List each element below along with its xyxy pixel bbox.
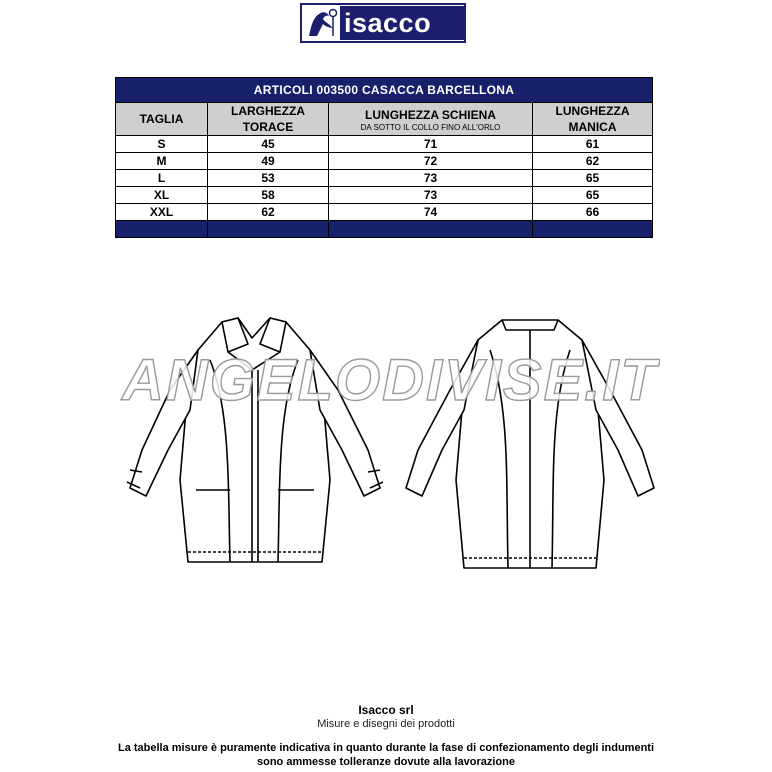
disclaimer-line: La tabella misure è puramente indicativa in quanto durante la fase di confezionamento degli indumenti [117, 742, 655, 754]
cell-back: 72 [329, 153, 533, 170]
header-sublabel: DA SOTTO IL COLLO FINO ALL'ORLO [360, 122, 501, 132]
cell-size: L [116, 170, 208, 187]
header-lunghezza-manica [533, 103, 653, 136]
size-table [115, 77, 653, 238]
header-taglia [116, 103, 208, 136]
cell-back: 74 [329, 204, 533, 221]
table-row [116, 187, 653, 204]
table-title: ARTICOLI 003500 CASACCA BARCELLONA [116, 78, 653, 103]
header-lunghezza-schiena [329, 103, 533, 136]
table-row [116, 204, 653, 221]
cell-sleeve: 61 [533, 136, 653, 153]
cell-size: M [116, 153, 208, 170]
cell-chest: 62 [208, 204, 329, 221]
cell-chest: 58 [208, 187, 329, 204]
footer-subtitle: Misure e disegni dei prodotti [317, 718, 455, 730]
cell-size: XXL [116, 204, 208, 221]
watermark [120, 340, 660, 420]
figure-icon [303, 6, 341, 40]
cell-back: 73 [329, 187, 533, 204]
cell-sleeve: 66 [533, 204, 653, 221]
header-larghezza-torace [208, 103, 329, 136]
table-row [116, 153, 653, 170]
table-row [116, 170, 653, 187]
watermark-text: ANGELODIVISE.IT [122, 348, 658, 413]
cell-back: 71 [329, 136, 533, 153]
cell-size: S [116, 136, 208, 153]
cell-sleeve: 65 [533, 170, 653, 187]
disclaimer [0, 741, 772, 769]
cell-size: XL [116, 187, 208, 204]
header-label: LARGHEZZA TORACE [231, 104, 305, 134]
disclaimer-line: sono ammesse tolleranze dovute alla lavorazione [257, 756, 515, 768]
company-name: Isacco srl [358, 703, 414, 717]
table-footer-bar [116, 221, 653, 238]
cell-sleeve: 65 [533, 187, 653, 204]
cell-sleeve: 62 [533, 153, 653, 170]
logo-text: isacco [340, 6, 464, 40]
header-label: LUNGHEZZA MANICA [555, 104, 630, 134]
cell-chest: 53 [208, 170, 329, 187]
cell-chest: 45 [208, 136, 329, 153]
header-label: TAGLIA [139, 112, 184, 126]
cell-chest: 49 [208, 153, 329, 170]
header-label: LUNGHEZZA SCHIENA [365, 107, 496, 122]
table-row [116, 136, 653, 153]
isacco-logo [300, 3, 466, 43]
cell-back: 73 [329, 170, 533, 187]
